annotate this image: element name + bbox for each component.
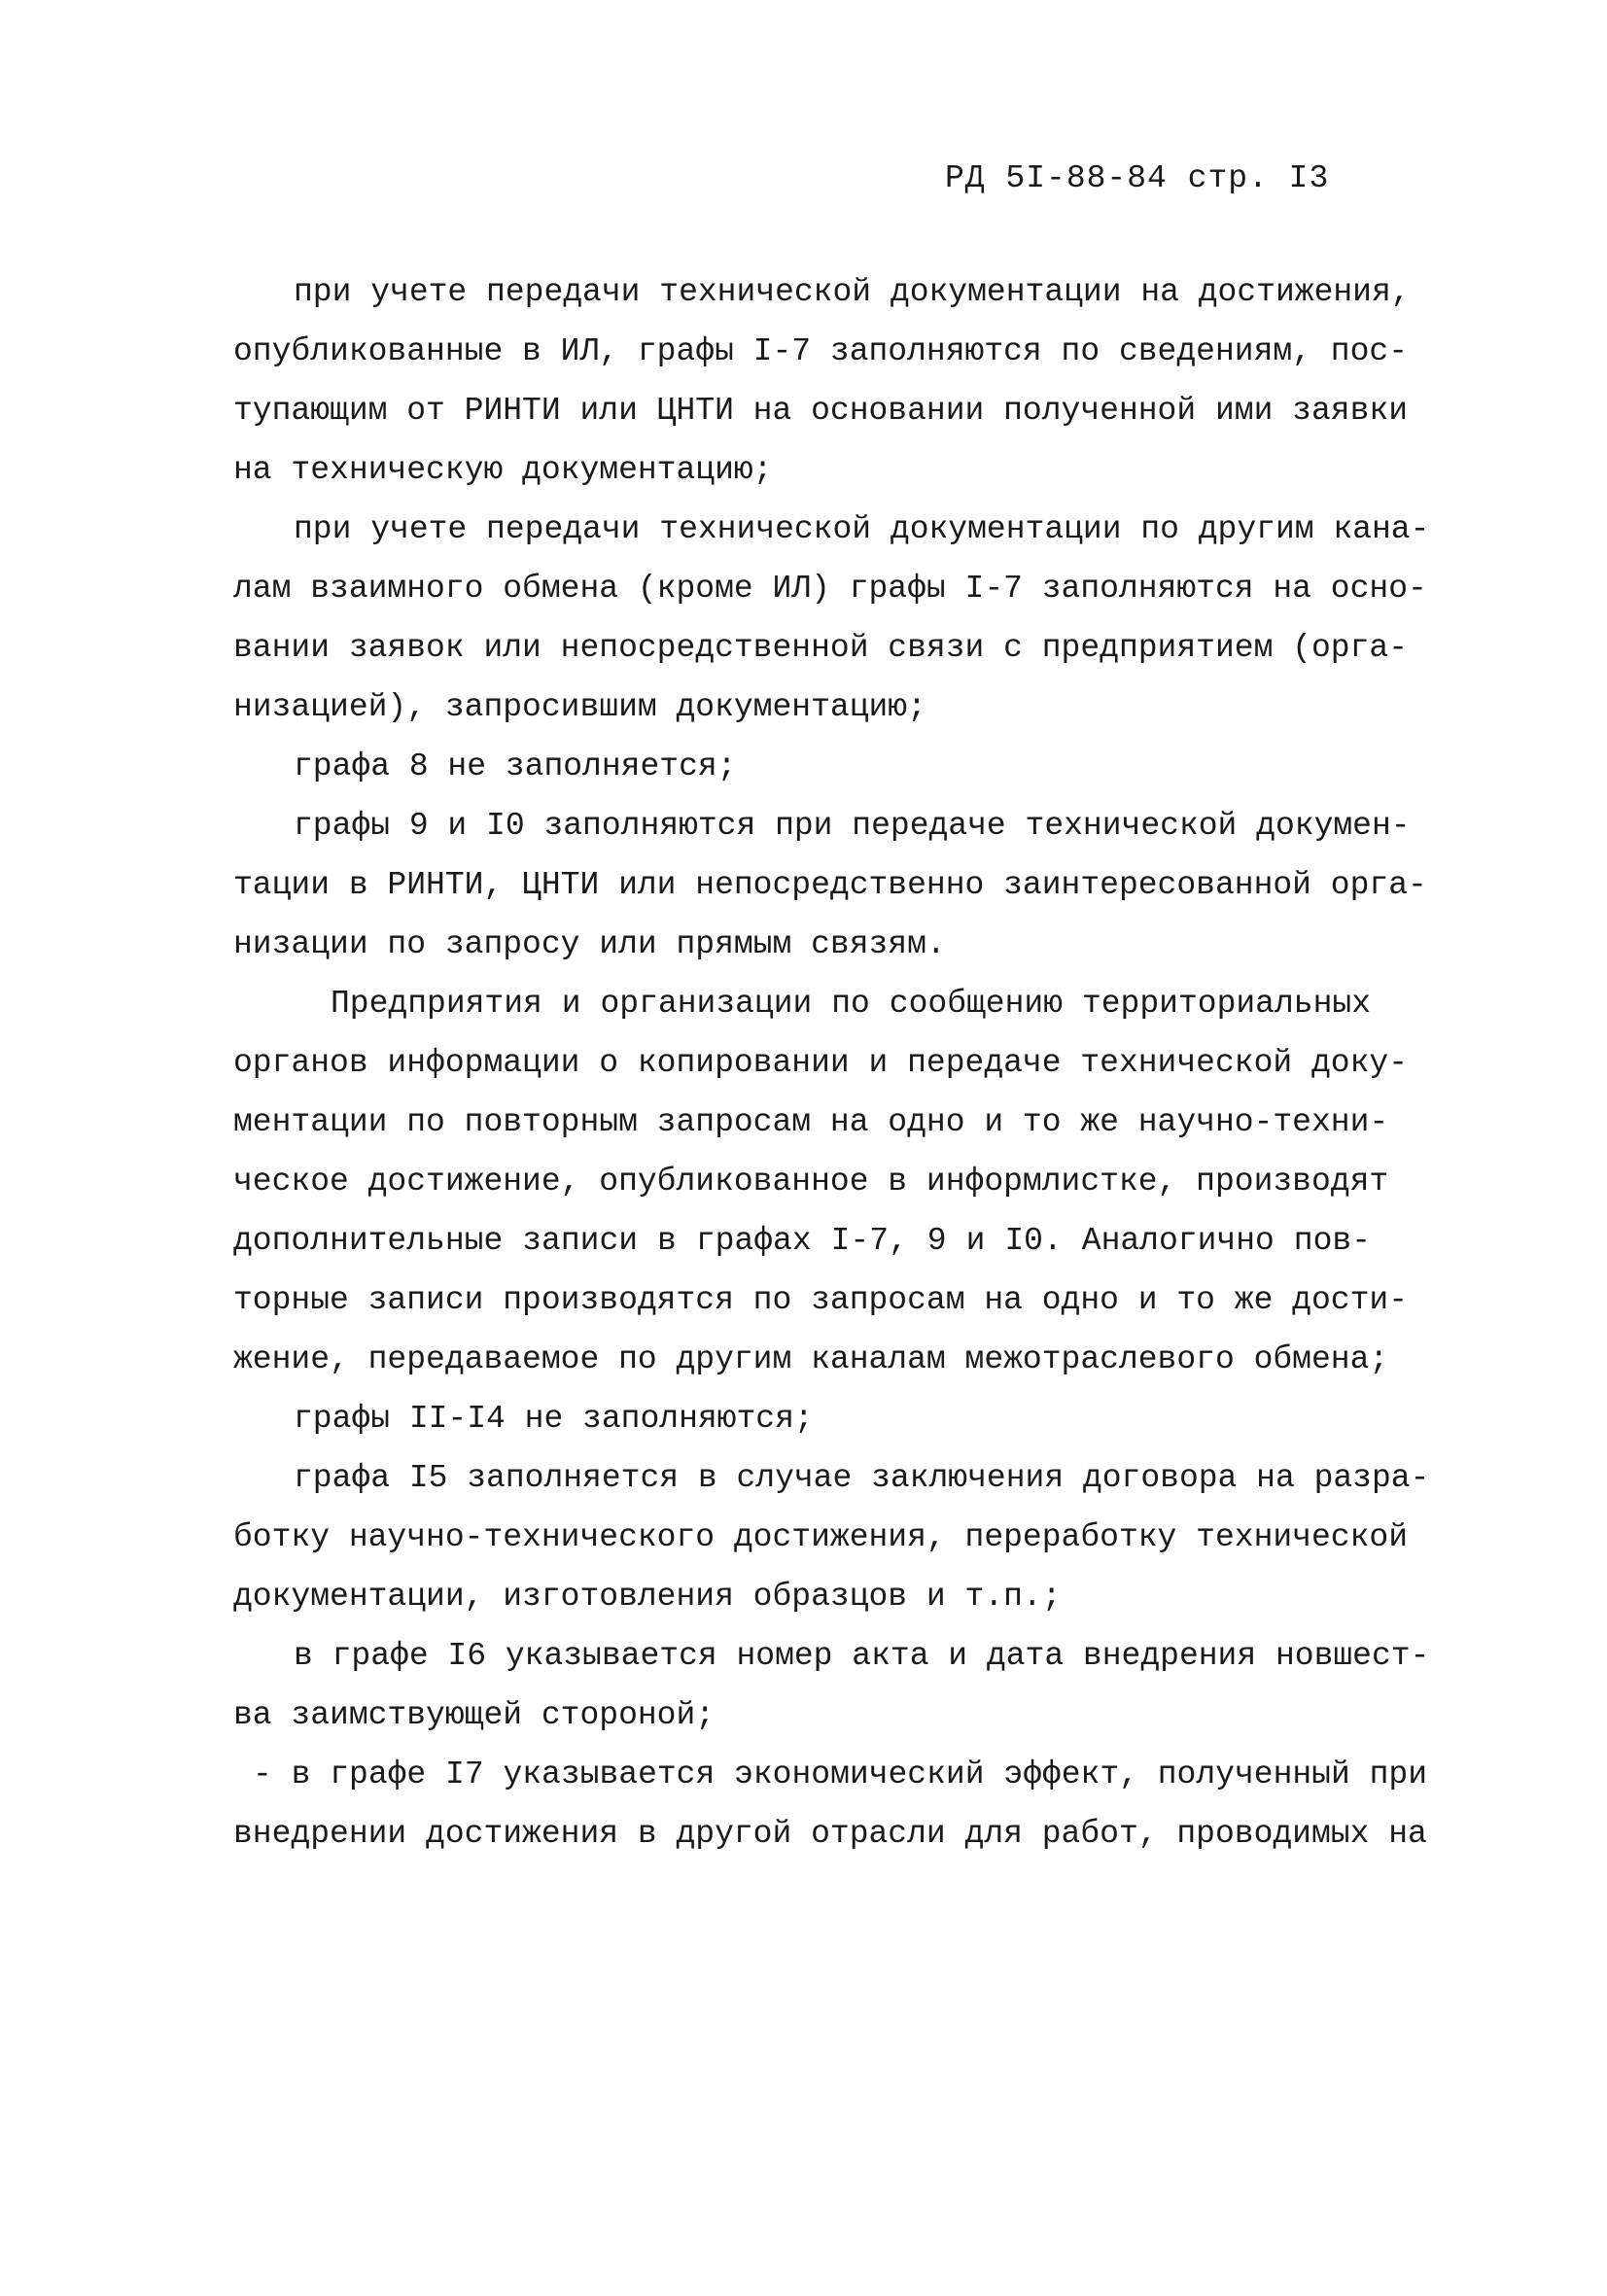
- text-line: тации в РИНТИ, ЦНТИ или непосредственно заинтересованной орга-: [233, 867, 1427, 903]
- text-line: - в графе I7 указывается экономический эффект, полученный при: [253, 1757, 1427, 1792]
- text-line: низации по запросу или прямым связям.: [233, 926, 946, 962]
- text-line: ментации по повторным запросам на одно и то же научно-техни-: [233, 1104, 1389, 1140]
- text-line: документации, изготовления образцов и т.п.;: [233, 1579, 1062, 1615]
- text-line: опубликованные в ИЛ, графы I-7 заполняются по сведениям, пос-: [233, 333, 1408, 369]
- text-line: внедрении достижения в другой отрасли для работ, проводимых на: [233, 1816, 1427, 1852]
- text-line: графы 9 и I0 заполняются при передаче технической докумен-: [294, 808, 1411, 844]
- text-line: тупающим от РИНТИ или ЦНТИ на основании полученной ими заявки: [233, 393, 1408, 429]
- text-line: графы II-I4 не заполняются;: [294, 1401, 814, 1437]
- text-line: графа 8 не заполняется;: [294, 748, 737, 784]
- text-line: при учете передачи технической документации на достижения,: [294, 274, 1411, 310]
- text-line: жение, передаваемое по другим каналам межотраслевого обмена;: [233, 1341, 1389, 1377]
- text-line: ботку научно-технического достижения, переработку технической: [233, 1519, 1408, 1555]
- document-body: [233, 262, 1430, 1863]
- text-line: торные записи производятся по запросам на одно и то же дости-: [233, 1282, 1408, 1318]
- text-line: в графе I6 указывается номер акта и дата внедрения новшест-: [294, 1638, 1430, 1674]
- text-line: дополнительные записи в графах I-7, 9 и I0. Аналогично пов-: [233, 1223, 1371, 1259]
- text-line: низацией), запросившим документацию;: [233, 689, 926, 725]
- text-line: лам взаимного обмена (кроме ИЛ) графы I-7 заполняются на осно-: [233, 571, 1427, 607]
- text-line: графа I5 заполняется в случае заключения договора на разра-: [294, 1460, 1430, 1496]
- text-line: при учете передачи технической документации по другим кана-: [294, 511, 1430, 547]
- text-line: на техническую документацию;: [233, 452, 773, 488]
- page-header: РД 5I-88-84 стр. I3: [945, 160, 1330, 196]
- text-line: ческое достижение, опубликованное в информлистке, производят: [233, 1164, 1389, 1200]
- text-line: органов информации о копировании и передаче технической доку-: [233, 1045, 1408, 1081]
- text-line: ва заимствующей стороной;: [233, 1697, 716, 1733]
- text-line: Предприятия и организации по сообщению территориальных: [331, 986, 1371, 1022]
- text-line: вании заявок или непосредственной связи с предприятием (орга-: [233, 630, 1408, 666]
